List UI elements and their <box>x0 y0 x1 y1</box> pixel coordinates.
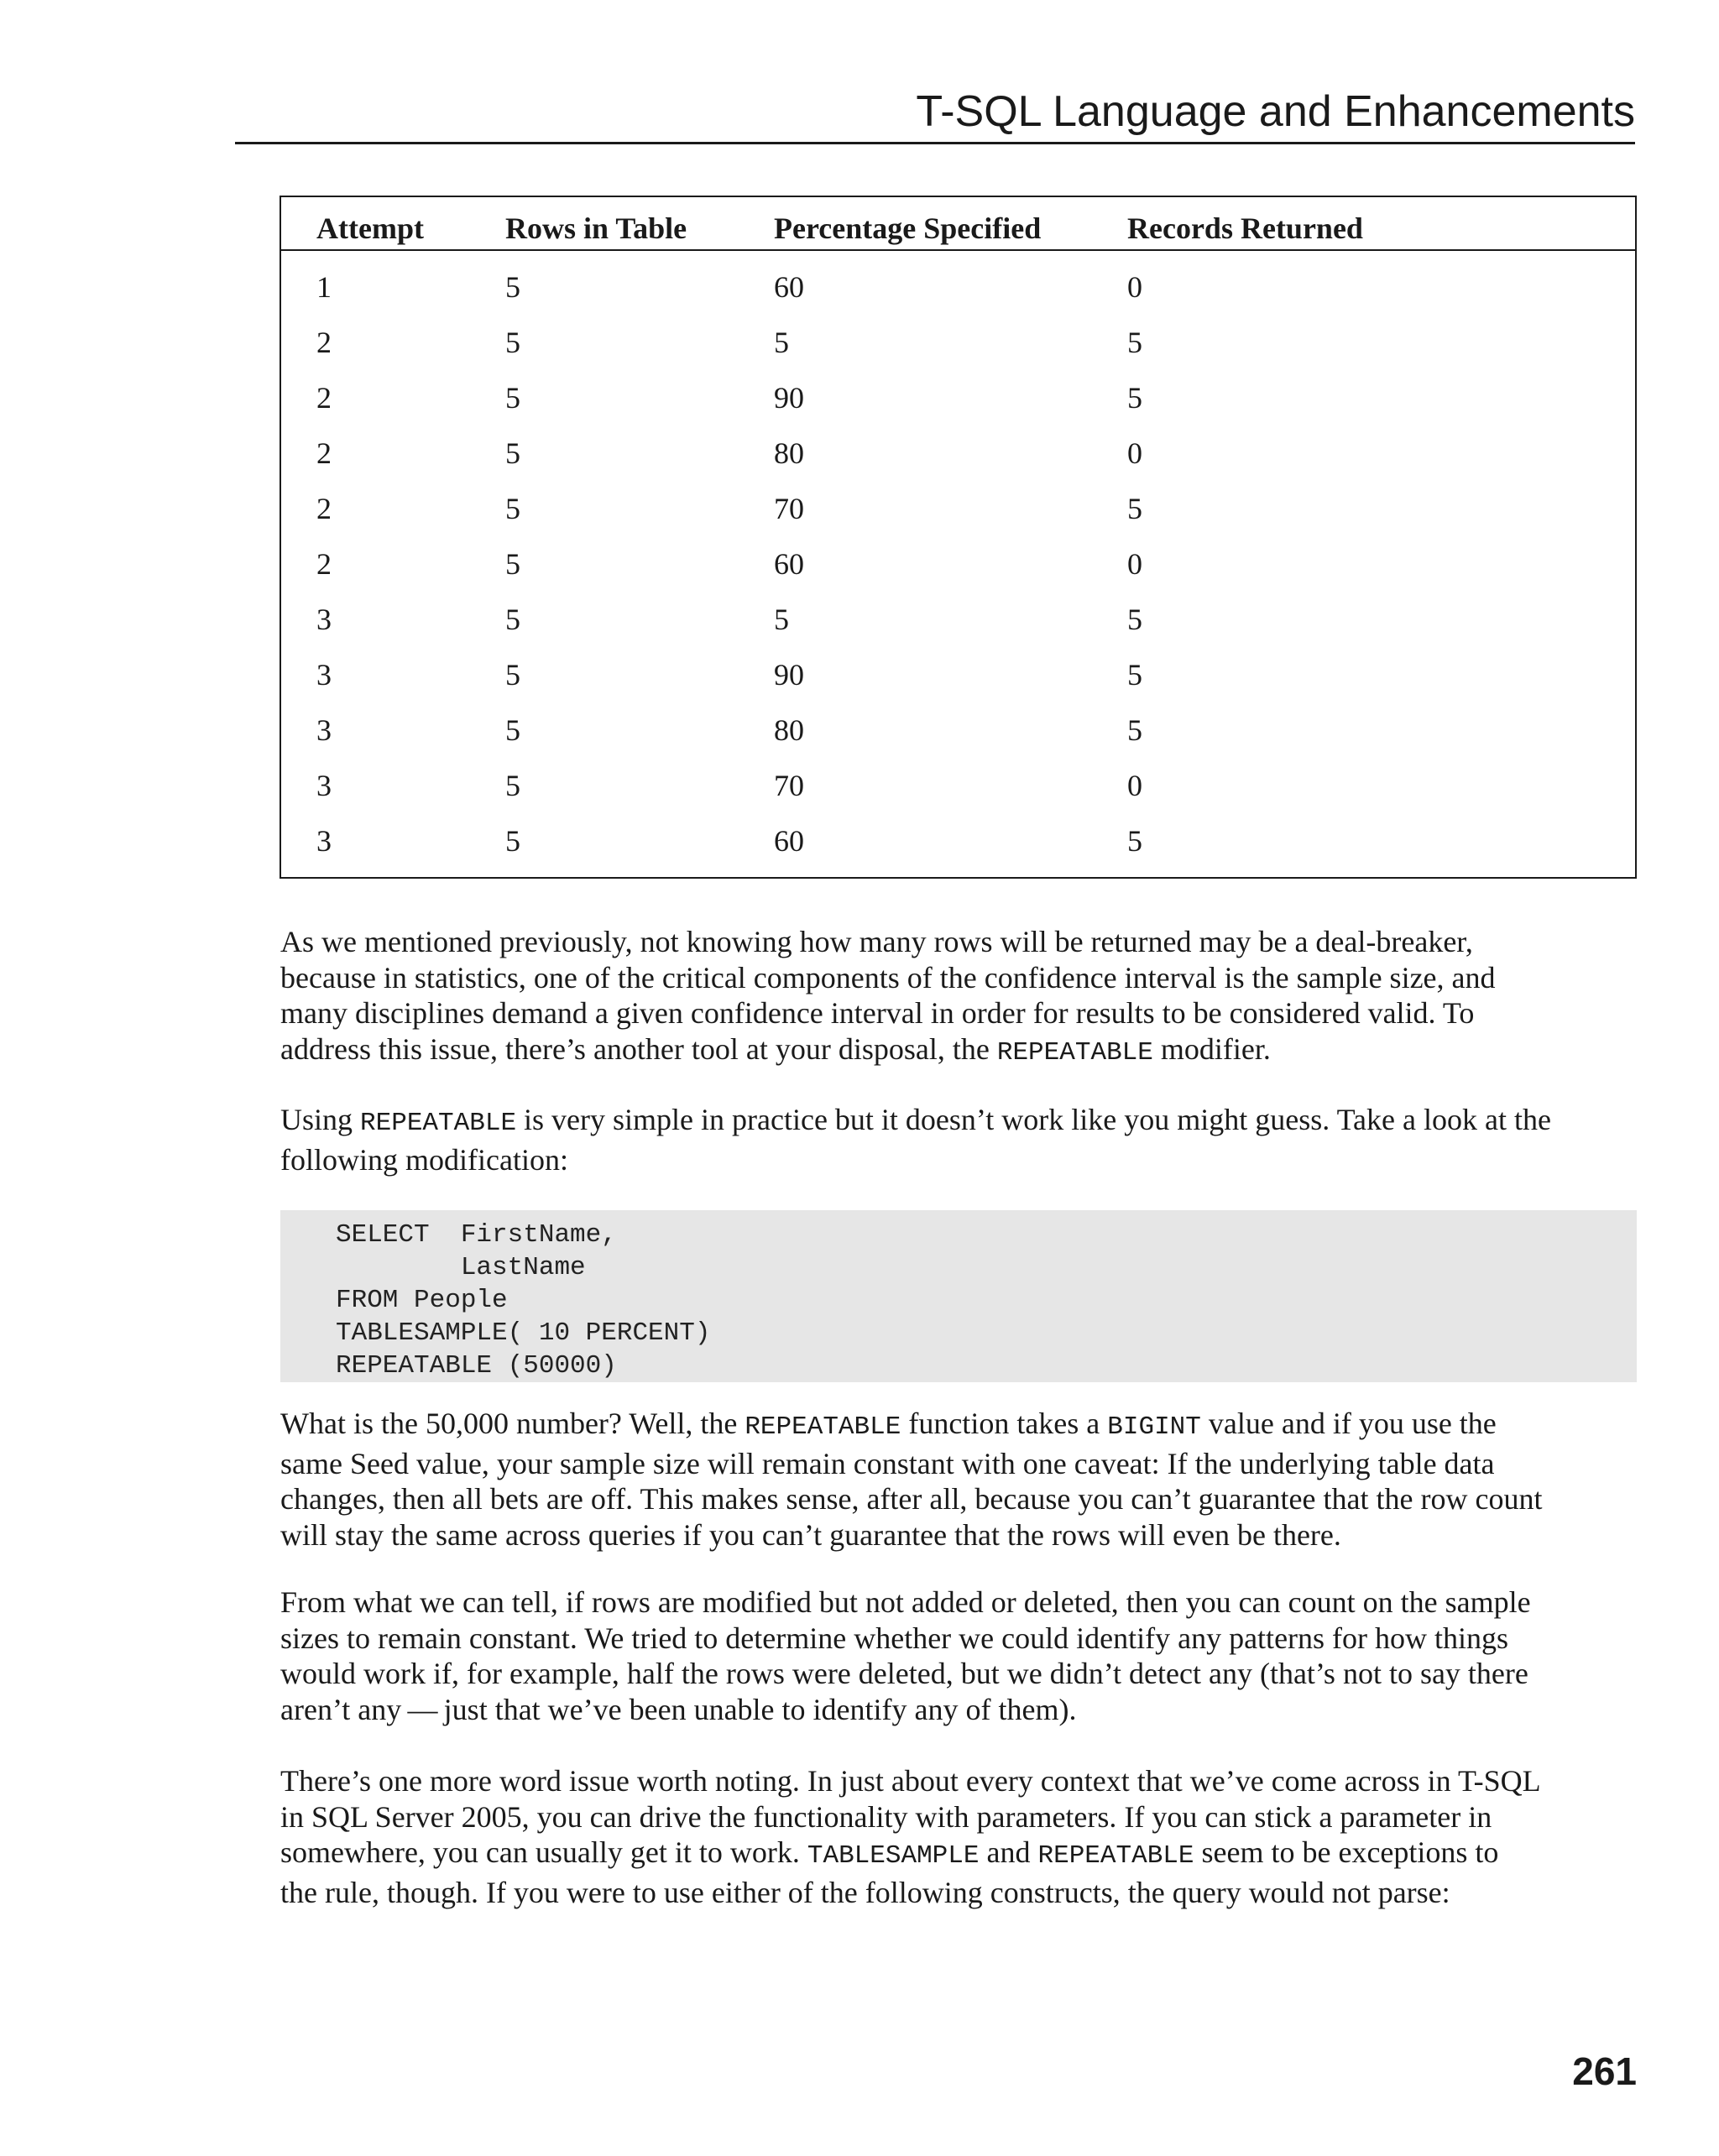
paragraph-line: sizes to remain constant. We tried to determine whether we could identify any patterns for how things <box>280 1621 1509 1655</box>
paragraph-parameters <box>280 1763 1640 1910</box>
running-head <box>235 82 1635 144</box>
text-run: is very simple in practice but it doesn’t work like you might guess. Take a look at the <box>516 1103 1551 1136</box>
cell-percentage-specified: 90 <box>774 658 804 692</box>
column-header-records-returned: Records Returned <box>1127 211 1363 245</box>
table-row <box>281 380 1635 436</box>
cell-attempt: 1 <box>316 270 332 304</box>
code-line: SELECT FirstName, <box>336 1220 617 1250</box>
paragraph-line: many disciplines demand a given confidence interval in order for results to be considered valid. To <box>280 996 1475 1030</box>
paragraph-line: because in statistics, one of the critical components of the confidence interval is the sample size, and <box>280 960 1496 994</box>
cell-percentage-specified: 80 <box>774 436 804 470</box>
cell-rows-in-table: 5 <box>505 270 520 304</box>
paragraph-line: changes, then all bets are off. This makes sense, after all, because you can’t guarantee that the row count <box>280 1482 1543 1516</box>
cell-attempt: 2 <box>316 381 332 415</box>
column-header-percentage-specified: Percentage Specified <box>774 211 1042 245</box>
code-line: FROM People <box>336 1286 508 1315</box>
table-row <box>281 491 1635 546</box>
cell-attempt: 2 <box>316 547 332 581</box>
paragraph-line <box>280 1835 1640 1875</box>
cell-records-returned: 5 <box>1127 824 1142 858</box>
cell-percentage-specified: 60 <box>774 547 804 581</box>
cell-records-returned: 5 <box>1127 658 1142 692</box>
paragraph-using-repeatable <box>280 1102 1640 1177</box>
cell-attempt: 3 <box>316 713 332 747</box>
table-row <box>281 436 1635 491</box>
code-line: REPEATABLE (50000) <box>336 1351 617 1381</box>
table-row <box>281 546 1635 602</box>
paragraph-seed-value <box>280 1406 1640 1553</box>
cell-percentage-specified: 60 <box>774 824 804 858</box>
column-header-attempt: Attempt <box>316 211 424 245</box>
table-body <box>281 269 1635 879</box>
paragraph-line <box>280 1031 1640 1072</box>
cell-percentage-specified: 5 <box>774 603 789 636</box>
cell-rows-in-table: 5 <box>505 658 520 692</box>
table-row <box>281 768 1635 823</box>
paragraph-line: same Seed value, your sample size will remain constant with one caveat: If the underlying table data <box>280 1446 1495 1480</box>
code-line: LastName <box>336 1253 586 1282</box>
paragraph-line: would work if, for example, half the rows were deleted, but we didn’t detect any (that’s not to say there <box>280 1657 1528 1690</box>
paragraph-line: There’s one more word issue worth noting. In just about every context that we’ve come across in T-SQL <box>280 1764 1541 1798</box>
cell-attempt: 3 <box>316 824 332 858</box>
inline-code-tablesample: TABLESAMPLE <box>807 1841 980 1871</box>
cell-rows-in-table: 5 <box>505 603 520 636</box>
cell-attempt: 3 <box>316 603 332 636</box>
paragraph-line <box>280 1102 1640 1142</box>
cell-percentage-specified: 60 <box>774 270 804 304</box>
cell-rows-in-table: 5 <box>505 824 520 858</box>
table-row <box>281 657 1635 713</box>
cell-records-returned: 0 <box>1127 270 1142 304</box>
paragraph-line: aren’t any — just that we’ve been unable to identify any of them). <box>280 1692 1077 1726</box>
table-row <box>281 602 1635 657</box>
text-run: What is the 50,000 number? Well, the <box>280 1407 745 1440</box>
text-run: and <box>979 1835 1038 1869</box>
text-run: Using <box>280 1103 361 1136</box>
cell-rows-in-table: 5 <box>505 326 520 359</box>
paragraph-line: As we mentioned previously, not knowing how many rows will be returned may be a deal-breaker, <box>280 925 1473 958</box>
paragraph-line: From what we can tell, if rows are modified but not added or deleted, then you can count on the sample <box>280 1585 1531 1619</box>
paragraph-line: will stay the same across queries if you can’t guarantee that the rows will even be there. <box>280 1517 1341 1552</box>
paragraph-line: the rule, though. If you were to use either of the following constructs, the query would not parse: <box>280 1875 1450 1909</box>
cell-percentage-specified: 80 <box>774 713 804 747</box>
table-row <box>281 823 1635 879</box>
code-block <box>280 1210 1637 1382</box>
text-run: seem to be exceptions to <box>1194 1835 1499 1869</box>
cell-records-returned: 5 <box>1127 326 1142 359</box>
cell-percentage-specified: 90 <box>774 381 804 415</box>
cell-records-returned: 5 <box>1127 381 1142 415</box>
cell-percentage-specified: 70 <box>774 492 804 525</box>
cell-attempt: 3 <box>316 769 332 802</box>
inline-code-repeatable: REPEATABLE <box>745 1412 901 1442</box>
running-head-title: T-SQL Language and Enhancements <box>916 87 1635 136</box>
table-row <box>281 269 1635 325</box>
cell-percentage-specified: 5 <box>774 326 789 359</box>
cell-records-returned: 5 <box>1127 713 1142 747</box>
cell-records-returned: 5 <box>1127 603 1142 636</box>
cell-rows-in-table: 5 <box>505 381 520 415</box>
text-run: value and if you use the <box>1200 1407 1497 1440</box>
page-number: 261 <box>1572 2049 1637 2093</box>
column-header-rows-in-table: Rows in Table <box>505 211 687 245</box>
paragraph-line: in SQL Server 2005, you can drive the functionality with parameters. If you can stick a parameter in <box>280 1799 1492 1834</box>
inline-code-bigint: BIGINT <box>1107 1412 1201 1442</box>
paragraph-repeatable-intro <box>280 924 1640 1071</box>
text-run: address this issue, there’s another tool at your disposal, the <box>280 1031 997 1066</box>
inline-code-repeatable: REPEATABLE <box>996 1037 1153 1068</box>
cell-rows-in-table: 5 <box>505 769 520 802</box>
cell-rows-in-table: 5 <box>505 436 520 470</box>
inline-code-repeatable: REPEATABLE <box>1037 1841 1194 1871</box>
paragraph-sample-sizes <box>280 1584 1640 1727</box>
cell-records-returned: 0 <box>1127 436 1142 470</box>
cell-rows-in-table: 5 <box>505 492 520 525</box>
inline-code-repeatable: REPEATABLE <box>360 1109 517 1138</box>
data-table <box>280 196 1637 879</box>
cell-records-returned: 5 <box>1127 492 1142 525</box>
paragraph-line: following modification: <box>280 1142 568 1177</box>
cell-attempt: 2 <box>316 326 332 359</box>
cell-attempt: 3 <box>316 658 332 692</box>
code-line: TABLESAMPLE( 10 PERCENT) <box>336 1318 711 1348</box>
cell-attempt: 2 <box>316 492 332 525</box>
cell-percentage-specified: 70 <box>774 769 804 802</box>
table-row <box>281 713 1635 768</box>
cell-records-returned: 0 <box>1127 547 1142 581</box>
text-run: somewhere, you can usually get it to work. <box>280 1835 807 1869</box>
cell-attempt: 2 <box>316 436 332 470</box>
paragraph-line <box>280 1406 1640 1446</box>
text-run: function takes a <box>901 1407 1108 1440</box>
cell-records-returned: 0 <box>1127 769 1142 802</box>
cell-rows-in-table: 5 <box>505 713 520 747</box>
table-header-row <box>281 197 1635 251</box>
text-run: modifier. <box>1152 1031 1271 1066</box>
table-row <box>281 325 1635 380</box>
cell-rows-in-table: 5 <box>505 547 520 581</box>
